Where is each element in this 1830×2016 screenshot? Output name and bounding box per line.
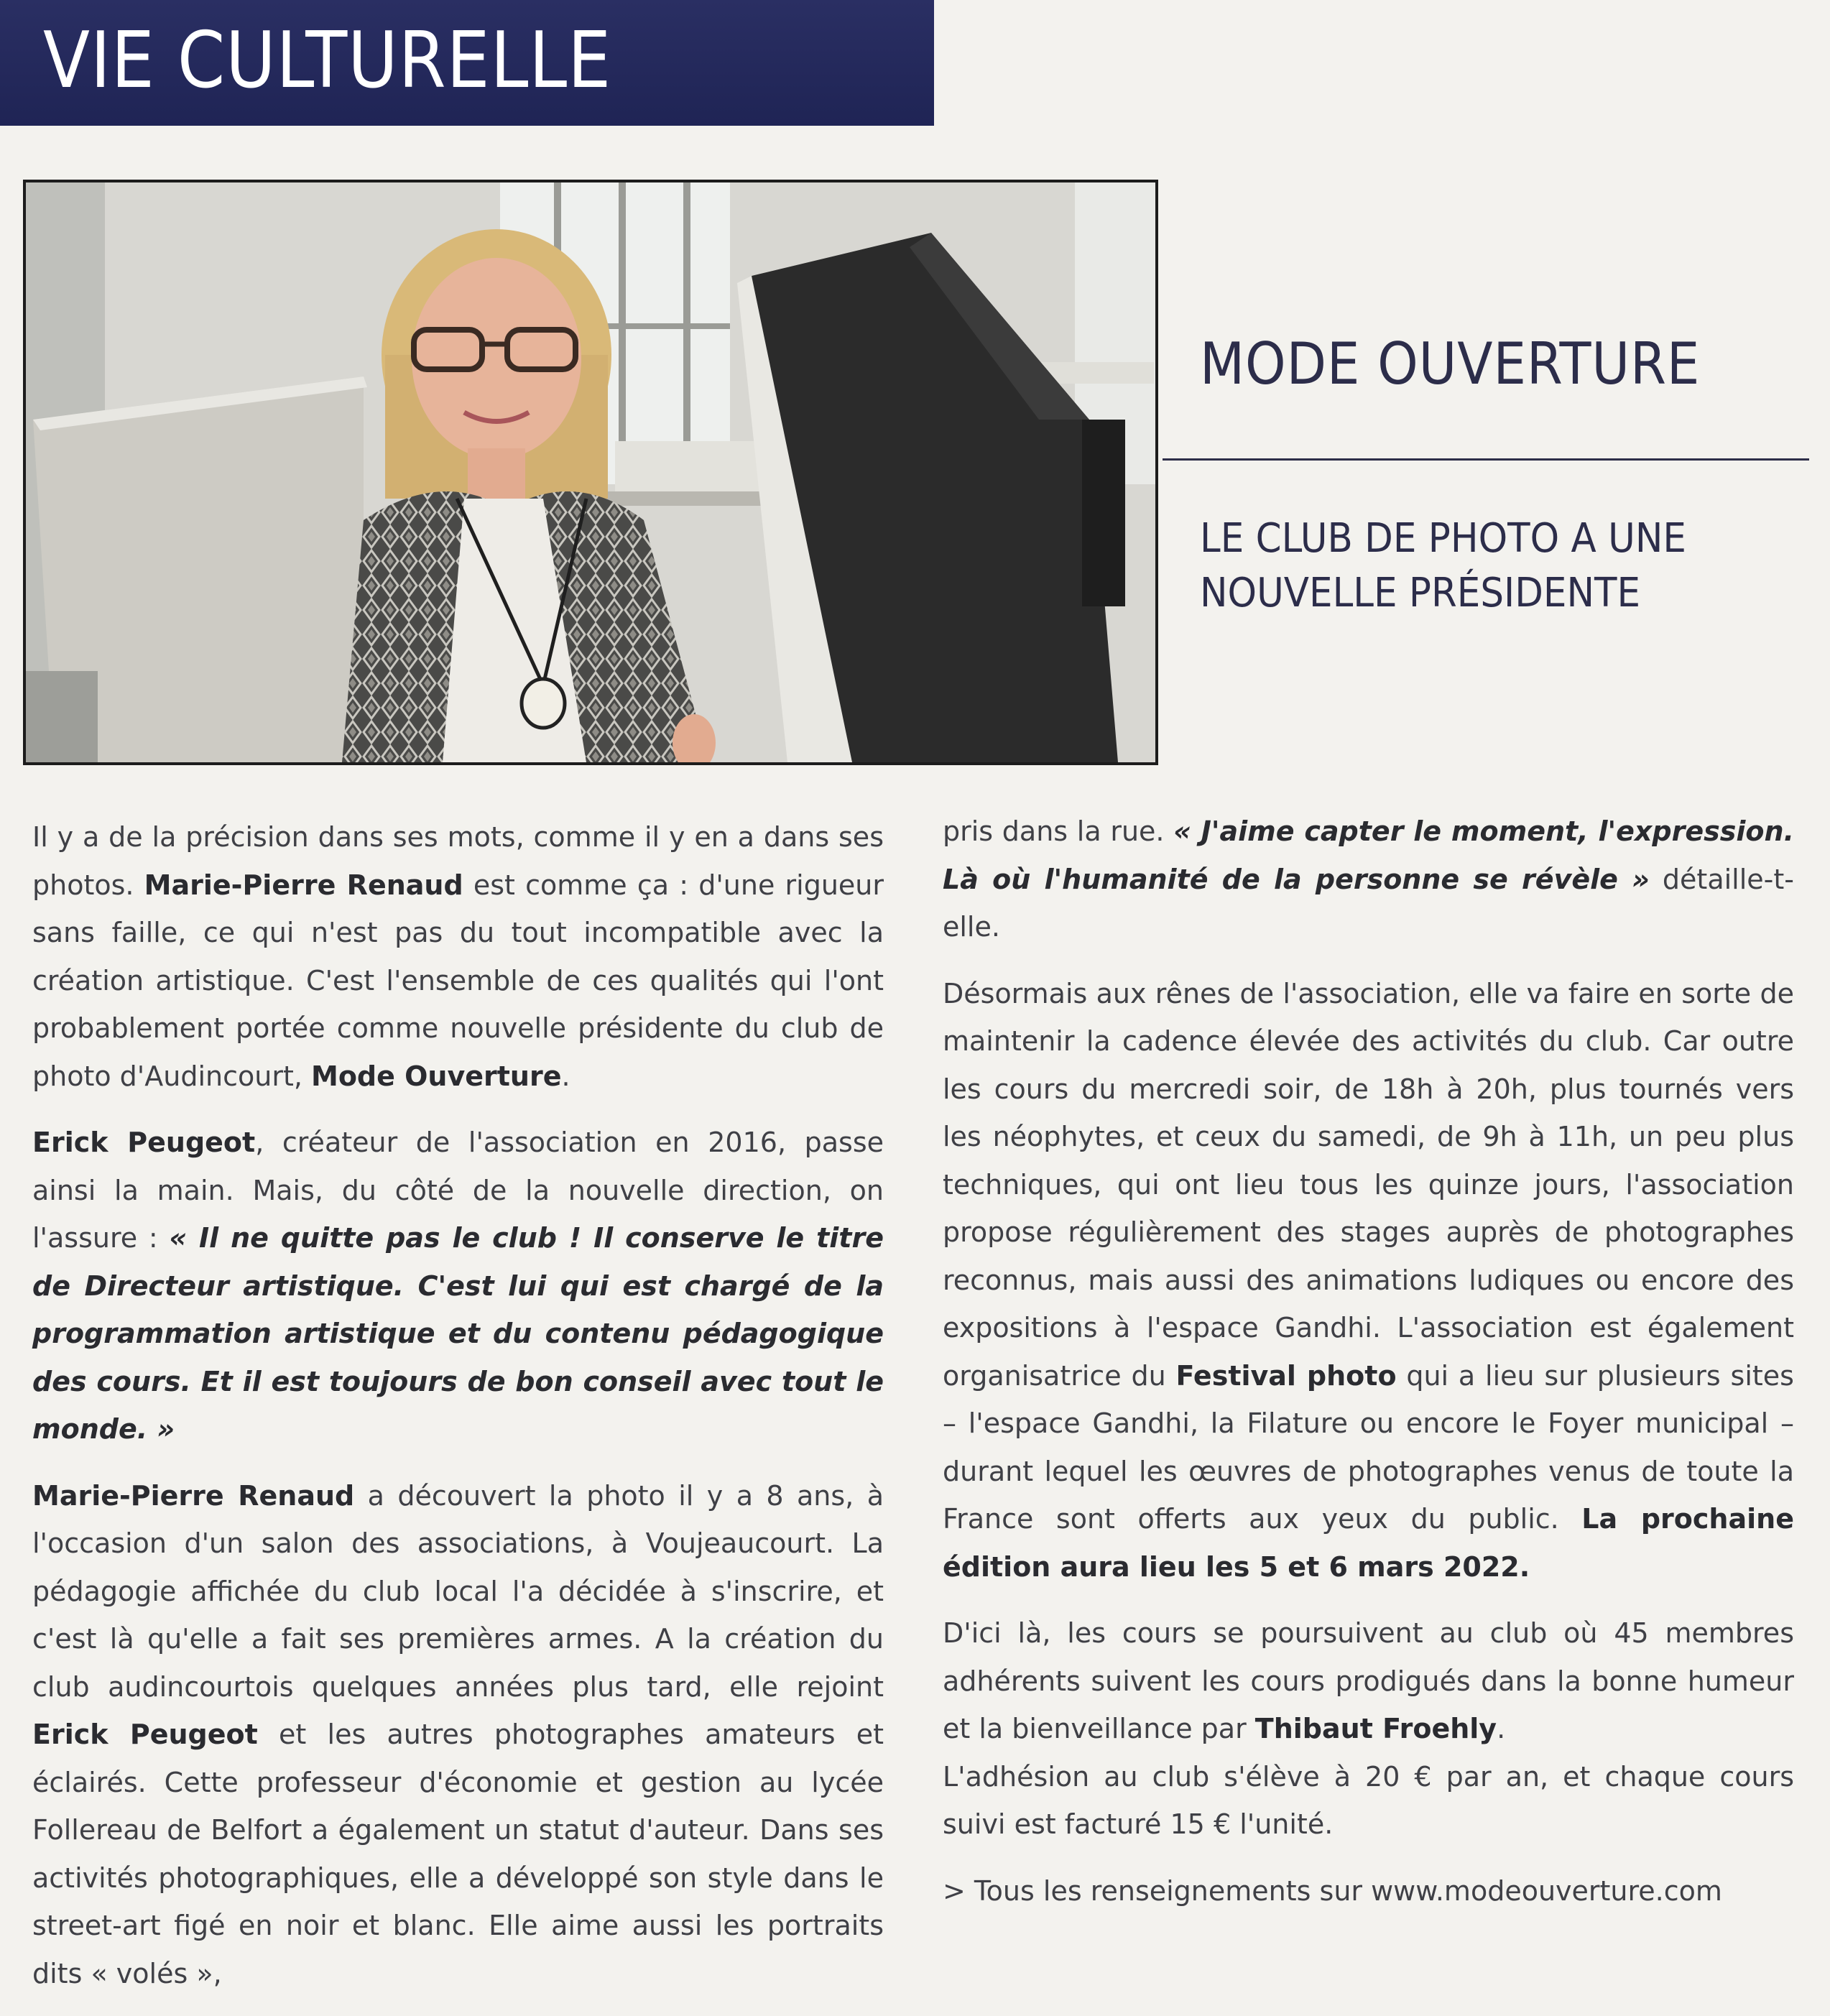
- subtitle-line-2: NOUVELLE PRÉSIDENTE: [1200, 570, 1641, 616]
- section-title: VIE CULTURELLE: [43, 16, 612, 106]
- text-run: est comme ça : d'une rigueur sans faille, ce qui n'est pas du tout incompatible avec la création artistique. C'est l'ensemble de ces qualités qui l'ont probablement portée comme nouvelle présidente du club de photo d'Audincourt,: [32, 869, 884, 1092]
- text-run: qui a lieu sur plusieurs sites – l'espace Gandhi, la Filature ou encore le Foyer municipal – durant lequel les œuvres de photographes venus de toute la France sont offerts aux yeux du public.: [943, 1359, 1794, 1535]
- text-run: a découvert la photo il y a 8 ans, à l'occasion d'un salon des associations, à Voujeaucourt. La pédagogie affichée du club local l'a décidée à s'inscrire, et c'est là qu'elle a fait ses premières armes. A la création du club audincourtois quelques années plus tard, elle rejoint: [32, 1479, 884, 1703]
- next-edition: La prochaine édition aura lieu les 5 et 6 mars 2022.: [943, 1503, 1794, 1583]
- section-banner: [0, 0, 934, 126]
- subtitle-line-1: LE CLUB DE PHOTO A UNE: [1200, 515, 1686, 562]
- text-run: , créateur de l'association en 2016, passe ainsi la main. Mais, du côté de la nouvelle direction, on l'assure :: [32, 1127, 884, 1254]
- club-name: Mode Ouverture: [311, 1060, 562, 1092]
- article-subtitle: [1200, 512, 1768, 621]
- text-run: détaille-t-elle.: [943, 863, 1794, 943]
- paragraph-intro: [32, 813, 884, 1100]
- quote: « J'aime capter le moment, l'expression. Là où l'humanité de la personne se révèle »: [943, 815, 1795, 895]
- paragraph-biography: [32, 1472, 884, 1998]
- right-column: [943, 808, 1794, 1933]
- text-run: Il y a de la précision dans ses mots, comme il y en a dans ses photos.: [32, 821, 884, 901]
- paragraph-founder: [32, 1119, 884, 1453]
- person-name: Erick Peugeot: [32, 1719, 258, 1750]
- article-photo: [23, 180, 1158, 765]
- text-run: .: [561, 1060, 570, 1092]
- festival-name: Festival photo: [1175, 1359, 1397, 1392]
- quote: « Il ne quitte pas le club ! Il conserve le titre de Directeur artistique. C'est lui qui est chargé de la programmation artistique et du contenu pédagogique des cours. Et il est toujours de bon conseil avec tout le monde. »: [32, 1222, 884, 1445]
- paragraph-quote: [943, 808, 1794, 951]
- person-name: Marie-Pierre Renaud: [144, 869, 463, 901]
- text-run: et les autres photographes amateurs et éclairés. Cette professeur d'économie et gestion au lycée Follereau de Belfort a également un statut d'auteur. Dans ses activités photographiques, elle a développé son style dans le street-art figé en noir et blanc. Elle aime aussi les portraits dits « volés »,: [32, 1719, 884, 1989]
- paragraph-activities: [943, 970, 1794, 1591]
- paragraph-pricing: L'adhésion au club s'élève à 20 € par an, et chaque cours suivi est facturé 15 € l'unité.: [943, 1760, 1794, 1840]
- title-divider: [1163, 458, 1809, 461]
- text-run: .: [1497, 1713, 1506, 1744]
- text-run: pris dans la rue.: [943, 815, 1174, 847]
- text-run: Désormais aux rênes de l'association, elle va faire en sorte de maintenir la cadence élevée des activités du club. Car outre les cours du mercredi soir, de 18h à 20h, plus tournés vers les néophytes, et ceux du samedi, de 9h à 11h, un peu plus techniques, qui ont lieu tous les quinze jours, l'association propose régulièrement des stages auprès de photographes reconnus, mais aussi des animations ludiques ou encore des expositions à l'espace Gandhi. L'association est également organisatrice du: [943, 977, 1794, 1392]
- left-column: [32, 813, 884, 2016]
- article-title: MODE OUVERTURE: [1200, 330, 1701, 397]
- portrait-photo-illustration: [26, 182, 1155, 762]
- text-run: D'ici là, les cours se poursuivent au club où 45 membres adhérents suivent les cours prodigués dans la bonne humeur et la bienveillance par: [943, 1617, 1794, 1744]
- person-name: Erick Peugeot: [32, 1127, 256, 1158]
- website-link[interactable]: > Tous les renseignements sur www.modeouverture.com: [943, 1874, 1722, 1907]
- paragraph-courses: [943, 1609, 1794, 1753]
- person-name: Thibaut Froehly: [1254, 1713, 1497, 1744]
- person-name: Marie-Pierre Renaud: [32, 1479, 355, 1512]
